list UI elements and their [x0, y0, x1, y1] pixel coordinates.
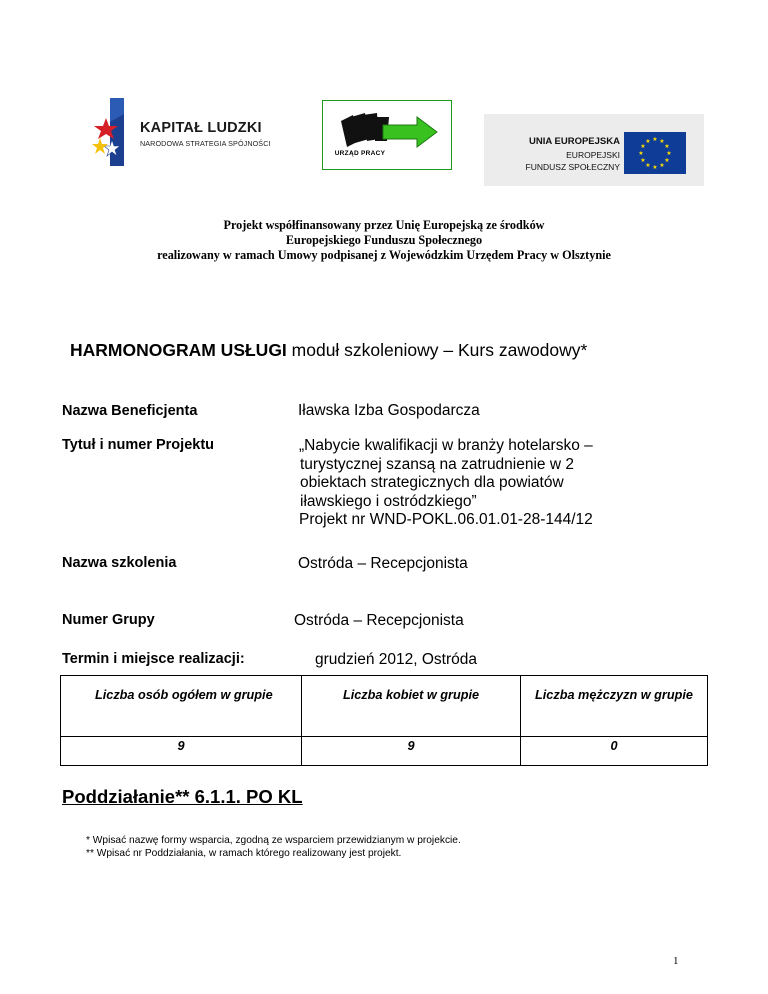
svg-text:★: ★ [638, 150, 644, 157]
header-women: Liczba kobiet w grupie [302, 676, 521, 737]
ue-line3: FUNDUSZ SPOŁECZNY [525, 162, 620, 172]
cofinancing-line1: Projekt współfinansowany przez Unię Europejską ze środków [223, 218, 545, 232]
footnote-2: ** Wpisać nr Poddziałania, w ramach którego realizowany jest projekt. [86, 848, 402, 859]
term-label: Termin i miejsce realizacji: [62, 651, 245, 667]
cofinancing-line2: Europejskiego Funduszu Społecznego [285, 233, 483, 247]
urzad-pracy-logo [322, 100, 452, 170]
beneficiary-value: Iławska Izba Gospodarcza [298, 402, 480, 419]
page-number: 1 [673, 955, 679, 967]
project-line: iławskiego i ostródzkiego” [300, 492, 477, 510]
urzad-pracy-label: URZĄD PRACY [334, 150, 386, 157]
group-label: Numer Grupy [62, 612, 155, 628]
project-label: Tytuł i numer Projektu [62, 437, 215, 453]
beneficiary-label: Nazwa Beneficjenta [62, 403, 198, 419]
value-women: 9 [302, 737, 521, 766]
document-title-bold: HARMONOGRAM USŁUGI [70, 340, 287, 360]
value-men: 0 [521, 737, 708, 766]
eu-flag-icon [624, 132, 686, 174]
table-row [61, 737, 708, 766]
header-men: Liczba mężczyzn w grupie [521, 676, 708, 737]
svg-text:★: ★ [659, 162, 665, 169]
subaction-heading: Poddziałanie** 6.1.1. PO KL [62, 786, 303, 807]
document-title [70, 340, 710, 361]
svg-text:★: ★ [640, 157, 646, 164]
table-header-row [61, 676, 708, 737]
project-line: „Nabycie kwalifikacji w branży hotelarsko – [299, 437, 593, 454]
training-label: Nazwa szkolenia [62, 555, 177, 571]
kapital-ludzki-mark-icon [92, 98, 128, 166]
svg-text:★: ★ [645, 138, 651, 145]
cofinancing-line3: realizowany w ramach Umowy podpisanej z Wojewódzkim Urzędem Pracy w Olsztynie [157, 248, 611, 262]
project-line: turystycznej szansą na zatrudnienie w 2 [300, 455, 574, 473]
svg-text:★: ★ [664, 157, 670, 164]
project-line: obiektach strategicznych dla powiatów [300, 474, 564, 491]
kapital-ludzki-subtitle: NARODOWA STRATEGIA SPÓJNOŚCI [140, 139, 271, 148]
ue-line2: EUROPEJSKI [566, 150, 620, 160]
cofinancing-statement [60, 218, 708, 263]
kapital-ludzki-title: KAPITAŁ LUDZKI [140, 120, 262, 136]
document-title-rest: moduł szkoleniowy – Kurs zawodowy* [286, 340, 588, 360]
value-total: 9 [61, 737, 302, 766]
svg-text:★: ★ [645, 162, 651, 169]
group-value: Ostróda – Recepcjonista [294, 612, 464, 629]
svg-text:★: ★ [640, 143, 646, 150]
svg-text:★: ★ [664, 143, 670, 150]
svg-text:★: ★ [652, 164, 658, 171]
svg-text:★: ★ [652, 136, 658, 143]
project-value [299, 437, 593, 530]
svg-text:★: ★ [666, 150, 672, 157]
project-line: Projekt nr WND-POKL.06.01.01-28-144/12 [299, 511, 593, 528]
header-total: Liczba osób ogółem w grupie [61, 676, 302, 737]
ue-line1: UNIA EUROPEJSKA [529, 136, 620, 147]
training-value: Ostróda – Recepcjonista [298, 555, 468, 572]
svg-text:★: ★ [659, 138, 665, 145]
urzad-pracy-mark-icon [323, 101, 450, 168]
unia-europejska-logo [484, 114, 704, 186]
group-stats-table [60, 675, 708, 766]
footnote-1: * Wpisać nazwę formy wsparcia, zgodną ze wsparciem przewidzianym w projekcie. [86, 835, 461, 846]
kapital-ludzki-logo [92, 98, 272, 168]
term-value: grudzień 2012, Ostróda [315, 651, 477, 668]
